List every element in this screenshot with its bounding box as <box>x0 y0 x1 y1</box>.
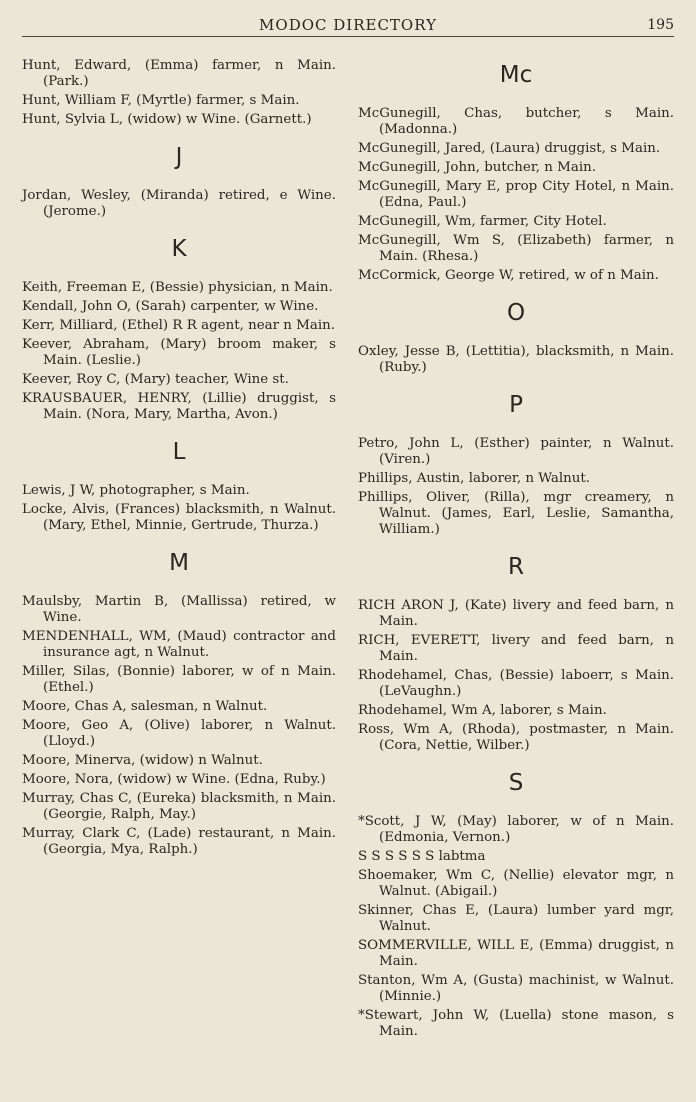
section-letter: P <box>509 392 523 418</box>
directory-entry: RICH, EVERETT, livery and feed barn, n Main. <box>358 633 674 664</box>
directory-entry: Lewis, J W, photographer, s Main. <box>22 483 250 498</box>
directory-entry: Keever, Roy C, (Mary) teacher, Wine st. <box>22 372 289 387</box>
directory-entry: Shoemaker, Wm C, (Nellie) elevator mgr, n Walnut. (Abigail.) <box>358 868 674 899</box>
page-number: 195 <box>647 17 674 33</box>
directory-entry: Petro, John L, (Esther) painter, n Walnut. (Viren.) <box>358 436 674 467</box>
directory-entry: S S S S S S labtma <box>358 849 486 864</box>
page-title: MODOC DIRECTORY <box>259 16 437 34</box>
directory-entry: KRAUSBAUER, HENRY, (Lillie) druggist, s Main. (Nora, Mary, Martha, Avon.) <box>22 391 336 422</box>
page-header <box>22 14 674 37</box>
section-letter: O <box>506 300 526 326</box>
directory-entry: Phillips, Oliver, (Rilla), mgr creamery, n Walnut. (James, Earl, Leslie, Samantha, William.) <box>358 490 674 537</box>
directory-entry: Ross, Wm A, (Rhoda), postmaster, n Main. (Cora, Nettie, Wilber.) <box>358 722 674 753</box>
directory-entry: McGunegill, Wm S, (Elizabeth) farmer, n Main. (Rhesa.) <box>358 233 674 264</box>
directory-entry: Murray, Clark C, (Lade) restaurant, n Main. (Georgia, Mya, Ralph.) <box>22 826 336 857</box>
directory-entry: McGunegill, Jared, (Laura) druggist, s Main. <box>358 141 661 156</box>
directory-entry: Murray, Chas C, (Eureka) blacksmith, n Main. (Georgie, Ralph, May.) <box>22 791 336 822</box>
directory-entry: Stanton, Wm A, (Gusta) machinist, w Walnut. (Minnie.) <box>358 973 674 1004</box>
directory-entry: Miller, Silas, (Bonnie) laborer, w of n Main. (Ethel.) <box>22 664 336 695</box>
directory-entry: McGunegill, Wm, farmer, City Hotel. <box>358 214 607 229</box>
directory-entry: Kerr, Milliard, (Ethel) R R agent, near n Main. <box>22 318 336 333</box>
directory-entry: Hunt, William F, (Myrtle) farmer, s Main. <box>22 93 300 108</box>
directory-entry: Moore, Geo A, (Olive) laborer, n Walnut. (Lloyd.) <box>22 718 336 749</box>
directory-entry: Jordan, Wesley, (Miranda) retired, e Wine. (Jerome.) <box>22 188 336 219</box>
directory-entry: Oxley, Jesse B, (Lettitia), blacksmith, n Main. (Ruby.) <box>358 344 674 375</box>
section-letter: S <box>508 770 524 796</box>
directory-entry: Moore, Minerva, (widow) n Walnut. <box>22 753 263 768</box>
section-letter: R <box>508 554 524 580</box>
directory-entry: Maulsby, Martin B, (Mallissa) retired, w Wine. <box>22 594 336 625</box>
directory-entry: Keith, Freeman E, (Bessie) physician, n Main. <box>22 280 333 295</box>
directory-entry: *Scott, J W, (May) laborer, w of n Main. (Edmonia, Vernon.) <box>358 814 674 845</box>
directory-entry: McGunegill, Chas, butcher, s Main. (Madonna.) <box>358 106 674 137</box>
directory-entry: Moore, Nora, (widow) w Wine. (Edna, Ruby.) <box>22 772 326 787</box>
section-letter: M <box>169 550 189 576</box>
directory-entry: McCormick, George W, retired, w of n Main. <box>358 268 659 283</box>
directory-entry: Hunt, Edward, (Emma) farmer, n Main. (Park.) <box>22 58 336 89</box>
right-column <box>358 58 674 1043</box>
directory-entry: Phillips, Austin, laborer, n Walnut. <box>358 471 590 486</box>
directory-entry: Hunt, Sylvia L, (widow) w Wine. (Garnett.) <box>22 112 312 127</box>
directory-entry: Moore, Chas A, salesman, n Walnut. <box>22 699 268 714</box>
left-column <box>22 58 336 861</box>
directory-entry: Kendall, John O, (Sarah) carpenter, w Wine. <box>22 299 319 314</box>
directory-entry: MENDENHALL, WM, (Maud) contractor and insurance agt, n Walnut. <box>22 629 336 660</box>
directory-entry: Rhodehamel, Chas, (Bessie) laboerr, s Main. (LeVaughn.) <box>358 668 674 699</box>
directory-entry: Skinner, Chas E, (Laura) lumber yard mgr, Walnut. <box>358 903 674 934</box>
directory-entry: Rhodehamel, Wm A, laborer, s Main. <box>358 703 607 718</box>
directory-entry: Keever, Abraham, (Mary) broom maker, s Main. (Leslie.) <box>22 337 336 368</box>
directory-entry: RICH ARON J, (Kate) livery and feed barn, n Main. <box>358 598 674 629</box>
directory-entry: McGunegill, John, butcher, n Main. <box>358 160 597 175</box>
directory-entry: Locke, Alvis, (Frances) blacksmith, n Walnut. (Mary, Ethel, Minnie, Gertrude, Thurza.) <box>22 502 336 533</box>
directory-entry: McGunegill, Mary E, prop City Hotel, n Main. (Edna, Paul.) <box>358 179 674 210</box>
section-letter: J <box>175 144 183 170</box>
directory-entry: SOMMERVILLE, WILL E, (Emma) druggist, n Main. <box>358 938 674 969</box>
section-letter: K <box>171 236 187 262</box>
directory-entry: *Stewart, John W, (Luella) stone mason, s Main. <box>358 1008 674 1039</box>
section-letter: Mc <box>499 62 533 88</box>
section-letter: L <box>172 439 186 465</box>
